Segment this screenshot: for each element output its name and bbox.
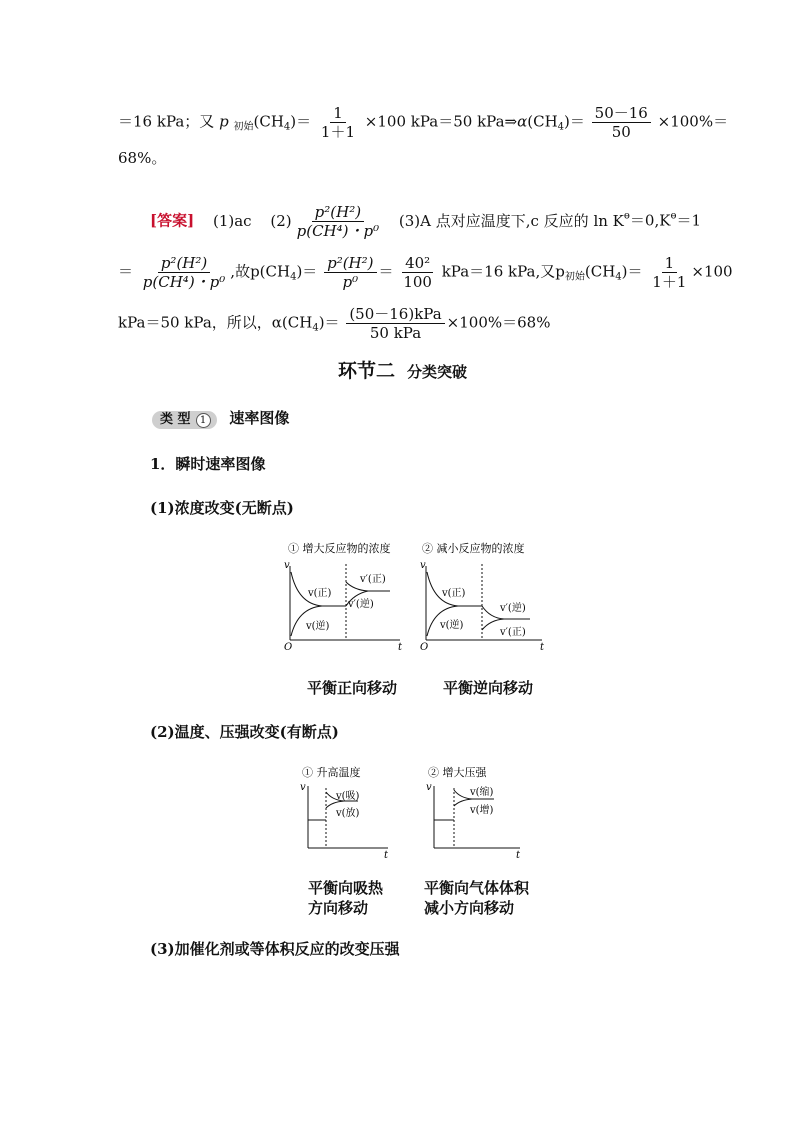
fraction-denominator: 1＋1 <box>652 273 687 291</box>
fraction-denominator: p(CH⁴)・p⁰ <box>142 273 226 291</box>
origin-label: O <box>420 642 429 653</box>
label-vp-reverse: v′(逆) <box>348 599 374 610</box>
sub-4: 4 <box>290 271 297 283</box>
caption-line: 平衡向吸热 <box>308 879 384 897</box>
answer-label: [答案] <box>150 211 195 230</box>
initial-subscript: 初始 <box>233 121 254 133</box>
answer-line-3 <box>118 305 550 342</box>
fraction-numerator: p²(H²) <box>158 254 210 273</box>
fraction-2 <box>592 104 651 141</box>
fraction-denominator: 100 <box>403 273 432 291</box>
calc-line-1 <box>118 104 728 141</box>
label-v-reverse: v(逆) <box>440 620 464 631</box>
answer-text: ＝1 <box>676 211 702 230</box>
axis-v-label: v <box>300 782 306 793</box>
answer-text: )＝ <box>621 262 643 281</box>
answer-line-1 <box>150 203 701 240</box>
heading-2: (1)浓度改变(无断点) <box>150 499 294 517</box>
calc-text: ×100 kPa＝50 kPa⇒ <box>364 112 518 131</box>
caption-pressure <box>424 878 529 918</box>
label-v-absorb: v(吸) <box>336 791 360 802</box>
calc-text: ＝16 kPa；又 <box>118 112 215 131</box>
chart-title: ① 增大反应物的浓度 <box>288 542 391 555</box>
label-v-forward: v(正) <box>442 588 466 599</box>
answer-text: ×100%＝68% <box>446 313 551 332</box>
axis-t-label: t <box>384 850 389 861</box>
type-title: 速率图像 <box>229 409 290 427</box>
label-vp-forward: v′(正) <box>500 627 526 638</box>
answer-text: kPa＝50 kPa，所以，α(CH <box>118 313 313 332</box>
label-v-forward: v(正) <box>308 588 332 599</box>
type-tag <box>152 411 217 429</box>
label-v-grow: v(增) <box>470 805 494 816</box>
fraction-numerator: (50－16)kPa <box>346 305 444 324</box>
caption-temperature <box>308 878 383 918</box>
fraction-numerator: 50－16 <box>592 104 651 123</box>
axis-v-label: v <box>420 560 426 571</box>
fraction-h <box>324 254 376 291</box>
eq-text: )＝ <box>564 112 585 131</box>
label-v-reverse: v(逆) <box>306 621 330 632</box>
fraction-denominator: 1＋1 <box>320 123 356 141</box>
fraction-numerator: p²(H²) <box>324 254 376 273</box>
fraction-numerator: 1 <box>330 104 346 123</box>
axis-v-label: v <box>426 782 432 793</box>
fraction-j <box>649 254 689 291</box>
fraction-numerator: 40² <box>402 254 433 273</box>
type-tag-label: 类 型 <box>160 412 191 427</box>
sub-4: 4 <box>557 121 565 133</box>
axis-v-label: v <box>284 560 290 571</box>
section-subtitle: 分类突破 <box>407 363 468 381</box>
p-symbol: p <box>219 112 229 131</box>
fraction-1 <box>318 104 358 141</box>
answer-text: kPa＝16 kPa,又p <box>436 262 565 281</box>
fraction-numerator: p²(H²) <box>312 203 364 222</box>
caption-line: 减小方向移动 <box>424 899 515 917</box>
answer-text: ×100 <box>691 262 733 281</box>
fraction-kp <box>294 203 383 240</box>
answer-text: ,故p(CH <box>230 262 291 281</box>
axis-t-label: t <box>540 642 545 653</box>
alpha-symbol: α <box>517 112 528 131</box>
label-vp-reverse: v′(逆) <box>500 603 526 614</box>
theta-mark: ɵ <box>670 210 677 222</box>
heading-3: (2)温度、压强改变(有断点) <box>150 723 339 741</box>
answer-part-1: (1)ac <box>212 211 252 230</box>
answer-text: ＝ <box>378 262 394 281</box>
section-heading <box>338 361 467 382</box>
calc-text: ×100%＝ <box>657 112 729 131</box>
answer-text: (CH <box>584 262 616 281</box>
calc-line-2: 68%。 <box>118 149 167 167</box>
fraction-k <box>346 305 444 342</box>
fraction-denominator: p(CH⁴)・p⁰ <box>296 222 380 240</box>
fraction-i <box>400 254 435 291</box>
fraction-denominator: 50 kPa <box>369 324 422 342</box>
ch4-text: (CH <box>527 112 558 131</box>
origin-label: O <box>284 642 293 653</box>
section-title: 环节二 <box>338 360 396 382</box>
answer-line-2 <box>118 254 733 291</box>
answer-part-3: (3)A 点对应温度下,c 反应的 ln K <box>398 211 624 230</box>
sub-4: 4 <box>312 322 319 334</box>
fraction-numerator: 1 <box>662 254 678 273</box>
label-vp-forward: v′(正) <box>360 574 386 585</box>
heading-4: (3)加催化剂或等体积反应的改变压强 <box>150 940 400 958</box>
chart-increase-pressure <box>424 762 534 862</box>
chart-title: ② 减小反应物的浓度 <box>422 542 525 555</box>
caption-reverse: 平衡逆向移动 <box>442 679 533 697</box>
sub-4: 4 <box>283 121 291 133</box>
chart-increase-reactant <box>282 538 412 653</box>
answer-text: ＝0,K <box>629 211 671 230</box>
caption-line: 方向移动 <box>308 899 369 917</box>
type-tag-number: 1 <box>196 413 211 428</box>
fraction-denominator: 50 <box>611 123 631 141</box>
axis-t-label: t <box>398 642 403 653</box>
eq-text: )＝ <box>290 112 312 131</box>
axis-t-label: t <box>516 850 521 861</box>
fraction-g <box>140 254 229 291</box>
sub-4: 4 <box>615 271 622 283</box>
answer-text: ＝ <box>118 262 134 281</box>
chart-title: ① 升高温度 <box>302 766 361 779</box>
theta-mark: ɵ <box>623 210 630 222</box>
release-curve <box>326 801 344 808</box>
chart-raise-temperature <box>298 762 398 862</box>
label-v-release: v(放) <box>336 808 360 819</box>
initial-subscript: 初始 <box>564 271 585 283</box>
heading-1: 1．瞬时速率图像 <box>150 455 266 473</box>
answer-text: )＝ <box>318 313 340 332</box>
answer-part-2: (2) <box>270 211 292 230</box>
chart-title: ② 增大压强 <box>428 766 487 779</box>
caption-line: 平衡向气体体积 <box>424 879 530 897</box>
label-v-shrink: v(缩) <box>470 787 494 798</box>
caption-forward: 平衡正向移动 <box>306 679 397 697</box>
fraction-denominator: p⁰ <box>342 273 359 291</box>
answer-text: )＝ <box>296 262 318 281</box>
chart-decrease-reactant <box>418 538 554 653</box>
ch4-text: (CH <box>253 112 284 131</box>
type-heading <box>152 408 289 429</box>
